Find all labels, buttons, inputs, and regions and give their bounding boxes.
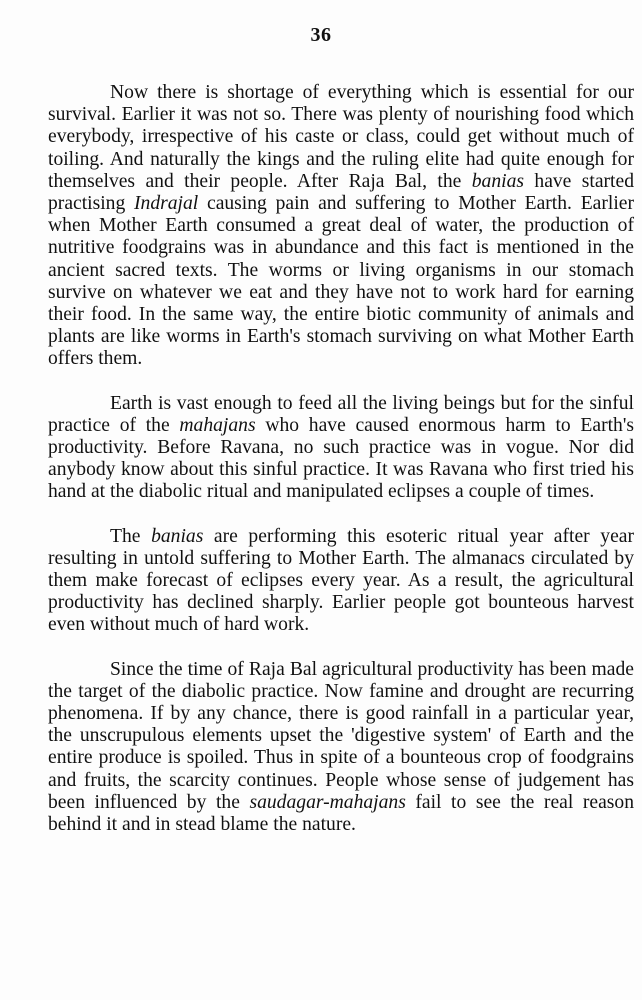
page-number: 36 [310, 24, 332, 46]
italic-term: Indrajal [134, 193, 199, 215]
paragraph-4 [48, 659, 634, 837]
text-segment: Earth is vast enough to feed all the living beings but for the sinful practice of the [48, 392, 634, 436]
italic-term: saudagar-mahajans [249, 791, 406, 813]
text-segment: fail to see the real reason behind it and in stead blame the nature. [48, 791, 634, 836]
body-text [48, 82, 634, 858]
italic-term: mahajans [179, 414, 256, 436]
text-segment: causing pain and suffering to Mother Earth. Earlier when Mother Earth consumed a great deal of water, the production of nutritive foodgrains was in abundance and this fact is mentioned in the ancient sacred texts. The worms or living organisms in our stomach survive on whatever we eat and they have not to work hard for earning their food. In the same way, the entire biotic community of animals and plants are like worms in Earth's stomach surviving on what Mother Earth offers them. [48, 193, 634, 370]
paragraph-3 [48, 526, 634, 637]
text-segment: Now there is shortage of everything which is essential for our survival. Earlier it was not so. There was plenty of nourishing food which everybody, irrespective of his caste or class, could get without much of toiling. And naturally the kings and the ruling elite had quite enough for themselves and their people. After Raja Bal, the [48, 82, 634, 192]
text-segment: have started practising [48, 170, 634, 215]
text-segment: are performing this esoteric ritual year after year resulting in untold suffering to Mother Earth. The almanacs circulated by them make forecast of eclipses every year. As a result, the agricultural productivity has declined sharply. Earlier people got bounteous harvest even without much of hard work. [48, 525, 634, 636]
italic-term: banias [471, 170, 524, 192]
text-segment: who have caused enormous harm to Earth's productivity. Before Ravana, no such practice was in vogue. Nor did anybody know about this sinful practice. It was Ravana who first tried his hand at the diabolic ritual and manipulated eclipses a couple of times. [48, 414, 634, 503]
text-segment: The [110, 525, 152, 547]
paragraph-2 [48, 393, 634, 504]
paragraph-1 [48, 82, 634, 371]
italic-term: banias [151, 525, 204, 547]
text-segment: Since the time of Raja Bal agricultural productivity has been made the target of the diabolic practice. Now famine and drought are recurring phenomena. If by any chance, there is good rainfall in a particular year, the unscrupulous elements upset the 'digestive system' of Earth and the entire produce is spoiled. Thus in spite of a bounteous crop of foodgrains and fruits, the scarcity continues. People whose sense of judgement has been influenced by the [48, 658, 634, 813]
